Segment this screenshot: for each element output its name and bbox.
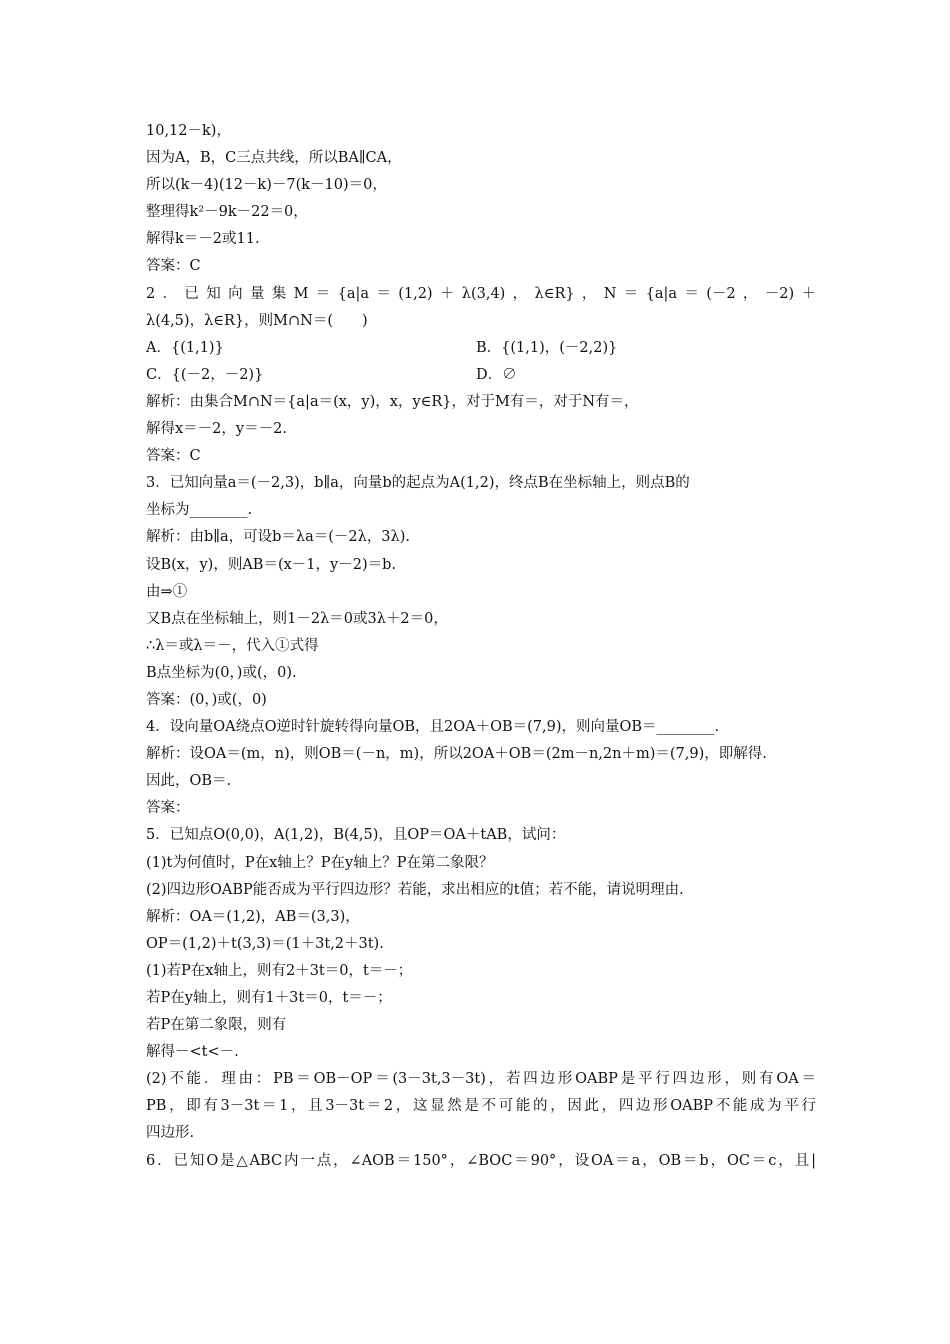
text-line: 又B点在坐标轴上，则1－2λ＝0或3λ＋2＝0， [146,610,448,627]
text-line: 因为A，B，C三点共线，所以BA∥CA， [146,150,402,167]
question-2-line-2: λ(4,5)，λ∈R}，则M∩N＝( ) [146,312,368,329]
text-line: ∴λ＝或λ＝－，代入①式得 [146,637,319,654]
text-line: 解析：由集合M∩N＝{a|a＝(x，y)，x，y∈R}，对于M有＝，对于N有＝， [146,393,639,410]
text-line: OP＝(1,2)＋t(3,3)＝(1＋3t,2＋3t). [146,935,384,952]
text-line: 解析：OA＝(1,2)，AB＝(3,3)， [146,908,360,925]
question-5-line: 5．已知点O(0,0)，A(1,2)，B(4,5)，且OP＝OA＋tAB，试问： [146,827,566,844]
document-body [146,118,816,1175]
text-line: 解得k＝－2或11. [146,231,260,248]
question-3-line-2: 坐标为________. [146,502,253,519]
text-line: 若P在y轴上，则有1＋3t＝0，t＝－； [146,990,392,1006]
choice-c: C．{(－2，－2)} [146,366,264,383]
text-line: 所以(k－4)(12－k)－7(k－10)＝0， [146,177,387,194]
text-line: (1)若P在x轴上，则有2＋3t＝0，t＝－； [146,962,413,979]
text-line: 10,12－k)， [146,123,231,139]
text-line: (2)不能．理由：PB＝OB－OP＝(3－3t,3－3t)，若四边形OABP是平行四边形，则有OA＝ [146,1071,816,1088]
text-line: B点坐标为(0，)或(，0). [146,664,297,681]
text-line: (1)t为何值时，P在x轴上？P在y轴上？P在第二象限？ [146,854,494,871]
text-line: 设B(x，y)，则AB＝(x－1，y－2)＝b. [146,556,396,573]
question-6-line: 6．已知O是△ABC内一点，∠AOB＝150°，∠BOC＝90°，设OA＝a，OB＝b，OC＝c，且| [146,1152,816,1169]
text-line: 若P在第二象限，则有 [146,1017,287,1034]
text-line: 解得x＝－2，y＝－2. [146,421,287,438]
text-line: 解得－<t<－. [146,1044,239,1061]
question-4-line: 4．设向量OA绕点O逆时针旋转得向量OB，且2OA＋OB＝(7,9)，则向量OB＝________. [146,719,720,736]
question-2-line-1: 2．已知向量集M＝{a|a＝(1,2)＋λ(3,4)，λ∈R}，N＝{a|a＝(－2，－2)＋ [146,285,816,302]
answer-line: 答案：C [146,448,201,465]
choice-row-cd [146,362,816,389]
text-line: 解析：设OA＝(m，n)，则OB＝(－n，m)，所以2OA＋OB＝(2m－n,2n＋m)＝(7,9)，即解得. [146,746,767,763]
question-3-line-1: 3．已知向量a＝(－2,3)，b∥a，向量b的起点为A(1,2)，终点B在坐标轴上，则点B的 [146,475,690,492]
text-line: 整理得k²－9k－22＝0， [146,204,308,221]
text-line: PB，即有3－3t＝1，且3－3t＝2，这显然是不可能的，因此，四边形OABP不能成为平行 [146,1098,816,1115]
answer-line: 答案： [146,800,190,817]
choice-row-ab [146,335,816,362]
choice-d: D．∅ [476,366,517,383]
text-line: 解析：由b∥a，可设b＝λa＝(－2λ，3λ). [146,529,410,546]
answer-line: 答案：C [146,258,201,275]
text-line: 由⇒① [146,583,188,600]
text-line: 因此，OB＝. [146,773,232,790]
choice-a: A．{(1,1)} [146,339,224,356]
text-line: 四边形. [146,1125,195,1142]
answer-line: 答案：(0，)或(，0) [146,691,267,708]
text-line: (2)四边形OABP能否成为平行四边形？若能，求出相应的t值；若不能，请说明理由. [146,881,684,898]
choice-b: B．{(1,1)，(－2,2)} [476,339,618,356]
